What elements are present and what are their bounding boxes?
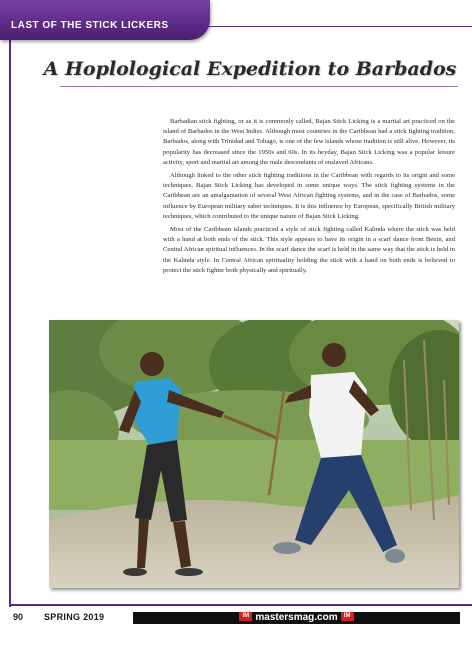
article-title: A Hoplological Expedition to Barbados [43, 58, 457, 80]
paragraph-3: Most of the Caribbean islands practiced a style of stick fighting called Kalinda where the stick was held with a hand at both ends of the stick. This style appears to have its origin in a scarf dance from Benin, and Central African spiritual influences. In the scarf dance the scarf is held in the same way that the stick is held in the Kalinda style. In Central African spirituality holding the stick with a hand on both ends is believed to protect the stick fighter both physically and spiritually. [163, 226, 455, 274]
article-body [163, 117, 455, 279]
magazine-logo-icon-right: IM [341, 612, 354, 621]
title-underline [60, 86, 458, 87]
footer-bar [133, 612, 460, 624]
left-frame-line [9, 0, 11, 607]
grass [49, 440, 459, 510]
paragraph-1: Barbadian stick fighting, or as it is commonly called, Bajan Stick Licking is a martial art practiced on the island of Barbados in the West Indies. Although most countries in the Caribbean had a stick fighting tradition, Barbados, along with Trinidad and Tobago, is one of the few islands whose tradition is still alive. However, its popularity has decreased since the 1950s and 60s. In its heyday, Bajan Stick Licking was a popular leisure activity, sport and martial art among the male descendants of enslaved Africans. [163, 118, 455, 166]
bottom-frame-line [9, 604, 472, 606]
section-header-tab [0, 0, 210, 40]
stick-fighting-photo [49, 320, 459, 588]
section-title: LAST OF THE STICK LICKERS [11, 20, 169, 31]
paragraph-2: Although linked to the other stick fighting traditions in the Caribbean with regards to its origin and some techniques, Bajan Stick Licking has developed in some unique ways. The stick fighting systems in the Caribbean are an amalgamation of several West African fighting systems, and in the case of Barbados, some influence by European military saber techniques. It is this influence by European, specifically British military techniques, which contributed to the unique nature of Bajan Stick Licking. [163, 172, 455, 220]
footer-site-wrapper [133, 612, 460, 624]
magazine-logo-icon: IM [239, 612, 252, 621]
page-number: 90 [13, 612, 24, 622]
dirt-ground [49, 495, 459, 588]
photo-illustration [49, 320, 459, 588]
top-frame-line [205, 26, 472, 27]
issue-label: SPRING 2019 [44, 612, 105, 622]
website-link[interactable]: mastersmag.com [255, 612, 338, 623]
